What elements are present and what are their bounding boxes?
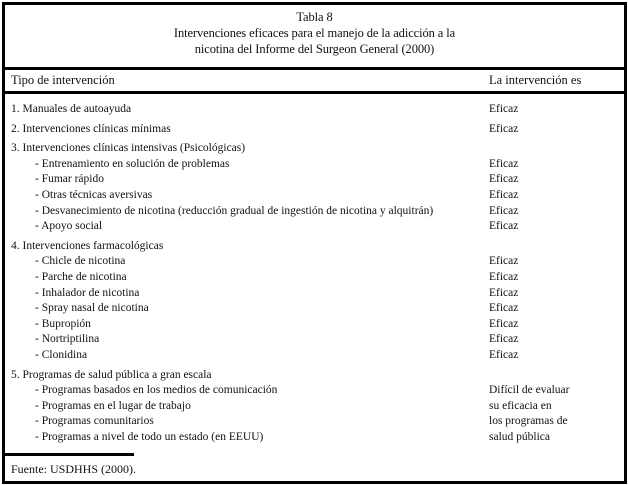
table-number: Tabla 8 xyxy=(296,10,333,24)
table-caption-line-1: Intervenciones eficaces para el manejo de la adicción a la xyxy=(173,26,456,40)
intervention-label: - Programas en el lugar de trabajo xyxy=(35,399,191,412)
table-subrow xyxy=(5,301,624,317)
table-title xyxy=(5,5,624,68)
intervention-label: 2. Intervenciones clínicas mínimas xyxy=(11,122,171,135)
efficacy-value: Eficaz xyxy=(489,204,519,217)
intervention-label: - Inhalador de nicotina xyxy=(35,286,140,299)
intervention-label: - Programas a nivel de todo un estado (en EEUU) xyxy=(35,430,264,443)
table-subrow xyxy=(5,430,624,446)
table-body xyxy=(5,102,624,445)
intervention-label: - Clonidina xyxy=(35,348,88,361)
table-subrow xyxy=(5,172,624,188)
intervention-label: - Nortriptilina xyxy=(35,333,100,346)
efficacy-value: Eficaz xyxy=(489,317,519,330)
efficacy-value: Eficaz xyxy=(489,188,519,201)
footnote-divider xyxy=(5,453,134,456)
table-row xyxy=(5,368,624,384)
efficacy-value: Eficaz xyxy=(489,333,519,346)
intervention-label: - Fumar rápido xyxy=(35,173,104,186)
intervention-label: - Apoyo social xyxy=(35,220,103,233)
intervention-label: - Desvanecimiento de nicotina (reducción gradual de ingestión de nicotina y alquitrán) xyxy=(35,204,434,217)
efficacy-value: Eficaz xyxy=(489,220,519,233)
intervention-label: - Programas comunitarios xyxy=(35,415,154,428)
table-subrow xyxy=(5,219,624,235)
table-subrow xyxy=(5,157,624,173)
column-header-result: La intervención es xyxy=(489,73,582,87)
table-subrow xyxy=(5,270,624,286)
efficacy-value: los programas de xyxy=(489,415,568,428)
intervention-label: - Entrenamiento en solución de problemas xyxy=(35,157,230,170)
efficacy-value: Eficaz xyxy=(489,157,519,170)
intervention-label: - Parche de nicotina xyxy=(35,270,127,283)
intervention-label: - Programas basados en los medios de comunicación xyxy=(35,384,278,397)
efficacy-value: Eficaz xyxy=(489,286,519,299)
table-subrow xyxy=(5,317,624,333)
intervention-label: - Bupropión xyxy=(35,317,91,330)
efficacy-value: Eficaz xyxy=(489,103,519,115)
intervention-label: 5. Programas de salud pública a gran escala xyxy=(11,368,212,381)
table-caption-line-2: nicotina del Informe del Surgeon General (2000) xyxy=(194,42,435,56)
table-subrow xyxy=(5,399,624,415)
table-subrow xyxy=(5,286,624,302)
table-subrow xyxy=(5,414,624,430)
table-row xyxy=(5,141,624,157)
table-row xyxy=(5,102,624,118)
table-frame xyxy=(2,2,627,484)
table-subrow xyxy=(5,383,624,399)
source-note: Fuente: USDHHS (2000). xyxy=(11,462,136,476)
efficacy-value: Eficaz xyxy=(489,302,519,315)
intervention-label: 3. Intervenciones clínicas intensivas (Psicológicas) xyxy=(11,142,246,155)
efficacy-value: Eficaz xyxy=(489,122,519,135)
column-header-type: Tipo de intervención xyxy=(11,73,115,87)
efficacy-value: Difícil de evaluar xyxy=(489,384,570,397)
table-subrow xyxy=(5,348,624,364)
intervention-label: - Spray nasal de nicotina xyxy=(35,302,149,315)
table-row xyxy=(5,122,624,138)
intervention-label: - Otras técnicas aversivas xyxy=(35,188,153,201)
title-divider xyxy=(5,67,624,70)
efficacy-value: Eficaz xyxy=(489,348,519,361)
table-subrow xyxy=(5,332,624,348)
efficacy-value: Eficaz xyxy=(489,270,519,283)
efficacy-value: Eficaz xyxy=(489,255,519,268)
table-subrow xyxy=(5,204,624,220)
intervention-label: - Chicle de nicotina xyxy=(35,255,126,268)
efficacy-value: salud pública xyxy=(489,430,550,443)
header-divider xyxy=(5,91,624,94)
table-subrow xyxy=(5,254,624,270)
efficacy-value: Eficaz xyxy=(489,173,519,186)
table-row xyxy=(5,239,624,255)
intervention-label: 4. Intervenciones farmacológicas xyxy=(11,239,164,252)
intervention-label: 1. Manuales de autoayuda xyxy=(11,103,132,115)
efficacy-value: su eficacia en xyxy=(489,399,552,412)
table-subrow xyxy=(5,188,624,204)
